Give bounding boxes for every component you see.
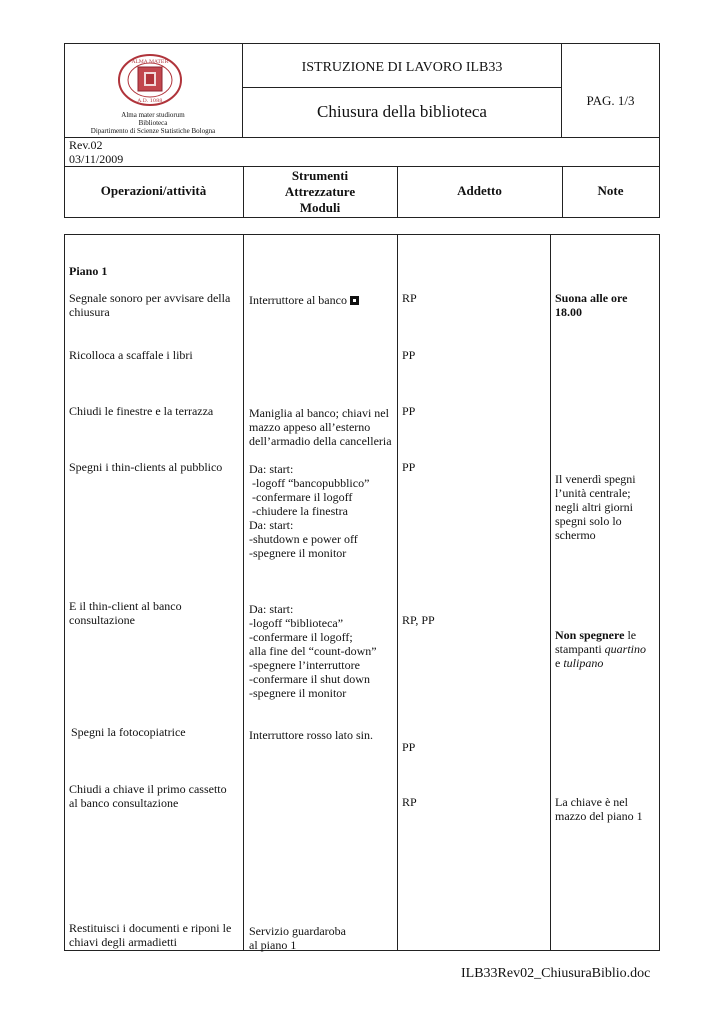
op-text: Segnale sonoro per avvisare della (69, 291, 231, 305)
logo-line-1: Alma mater studiorum (121, 111, 185, 119)
body-col3 (550, 234, 551, 951)
note-text: 18.00 (555, 305, 582, 319)
col-header-strumenti-2: Attrezzature (284, 184, 356, 199)
border-logo-right (242, 43, 243, 138)
tool-text: Da: start: (249, 462, 294, 476)
border-header-bottom (64, 137, 660, 138)
note-text (555, 656, 603, 670)
op-text: consultazione (69, 613, 135, 627)
body-border-right (659, 234, 660, 951)
note-text (555, 628, 636, 642)
tool-text (249, 293, 359, 307)
col-header-addetto: Addetto (457, 183, 502, 198)
logo-line-3: Dipartimento di Scienze Statistiche Bologna (90, 127, 216, 135)
note-text: Il venerdì spegni (555, 472, 636, 486)
revision-date: 03/11/2009 (69, 152, 124, 166)
note-italic: quartino (604, 642, 647, 656)
body-border-bottom (64, 950, 660, 951)
tool-text: -confermare il logoff; (249, 630, 353, 644)
op-text: chiavi degli armadietti (69, 935, 177, 949)
border-right (659, 43, 660, 218)
op-text: E il thin-client al banco (69, 599, 182, 613)
op-text: chiusura (69, 305, 110, 319)
border-top (64, 43, 660, 44)
tool-text: -shutdown e power off (249, 532, 358, 546)
body-border-top (64, 234, 660, 235)
tool-text: al piano 1 (249, 938, 297, 952)
tool-text: mazzo appeso all’esterno (249, 420, 371, 434)
addetto-text: RP, PP (402, 613, 435, 627)
note-rest: stampanti (555, 642, 605, 656)
svg-text:A.D. 1088: A.D. 1088 (137, 98, 163, 104)
border-colhead-bottom (64, 217, 660, 218)
tool-text: -logoff “bancopubblico” (249, 476, 370, 490)
addetto-text: PP (402, 740, 416, 754)
section-title: Piano 1 (69, 264, 108, 278)
op-text: al banco consultazione (69, 796, 179, 810)
addetto-text: PP (402, 404, 416, 418)
logo-line-2: Biblioteca (138, 119, 168, 127)
tool-text: Servizio guardaroba (249, 924, 346, 938)
body-col2 (397, 234, 398, 951)
note-text: negli altri giorni (555, 500, 633, 514)
tool-text: Maniglia al banco; chiavi nel (249, 406, 389, 420)
university-seal-logo (116, 54, 184, 106)
note-text: La chiave è nel (555, 795, 628, 809)
op-text: Chiudi a chiave il primo cassetto (69, 782, 227, 796)
addetto-text: RP (402, 795, 417, 809)
tool-text-label: Interruttore al banco (249, 293, 347, 307)
note-emphasis: Non spegnere (555, 628, 625, 642)
note-rest: le (624, 628, 637, 642)
col-header-strumenti-1: Strumenti (291, 168, 349, 183)
note-text: spegni solo lo (555, 514, 622, 528)
tool-text: -spegnere il monitor (249, 686, 347, 700)
tool-text: -confermare il logoff (249, 490, 353, 504)
addetto-text: RP (402, 291, 417, 305)
tool-text: -confermare il shut down (249, 672, 370, 686)
tool-text: Interruttore rosso lato sin. (249, 728, 373, 742)
op-text: Restituisci i documenti e riponi le (69, 921, 232, 935)
tool-text: alla fine del “count-down” (249, 644, 377, 658)
doc-title: ISTRUZIONE DI LAVORO ILB33 (301, 60, 503, 75)
op-text: Ricolloca a scaffale i libri (69, 348, 193, 362)
revision: Rev.02 (69, 138, 103, 152)
note-italic: tulipano (563, 656, 604, 670)
tool-text: -spegnere l’interruttore (249, 658, 360, 672)
tool-text: Da: start: (249, 602, 294, 616)
col-header-operazioni: Operazioni/attività (100, 183, 207, 198)
body-col1 (243, 234, 244, 951)
note-text: schermo (555, 528, 596, 542)
addetto-text: PP (402, 460, 416, 474)
op-text: Chiudi le finestre e la terrazza (69, 404, 214, 418)
footer-filename: ILB33Rev02_ChiusuraBiblio.doc (461, 966, 651, 981)
note-text: l’unità centrale; (555, 486, 631, 500)
border-page-left (561, 43, 562, 138)
tool-text: dell’armadio della cancelleria (249, 434, 392, 448)
note-rest: e (555, 656, 564, 670)
tool-text: Da: start: (249, 518, 294, 532)
border-rev-bottom (64, 166, 660, 167)
body-border-left (64, 234, 65, 951)
op-text: Spegni i thin-clients al pubblico (69, 460, 223, 474)
note-text: mazzo del piano 1 (555, 809, 643, 823)
tool-text: -logoff “biblioteca” (249, 616, 344, 630)
tool-text: -chiudere la finestra (249, 504, 348, 518)
col-header-strumenti-3: Moduli (299, 200, 341, 215)
col-header-note: Note (597, 183, 624, 198)
note-text: Suona alle ore (555, 291, 628, 305)
switch-symbol-icon (350, 296, 359, 305)
op-text: Spegni la fotocopiatrice (71, 725, 186, 739)
border-title-split (242, 87, 562, 88)
svg-text:ALMA MATER: ALMA MATER (131, 59, 169, 65)
page-number: PAG. 1/3 (586, 93, 635, 108)
doc-subtitle: Chiusura della biblioteca (317, 102, 487, 121)
note-text (555, 642, 646, 656)
tool-text: -spegnere il monitor (249, 546, 347, 560)
addetto-text: PP (402, 348, 416, 362)
